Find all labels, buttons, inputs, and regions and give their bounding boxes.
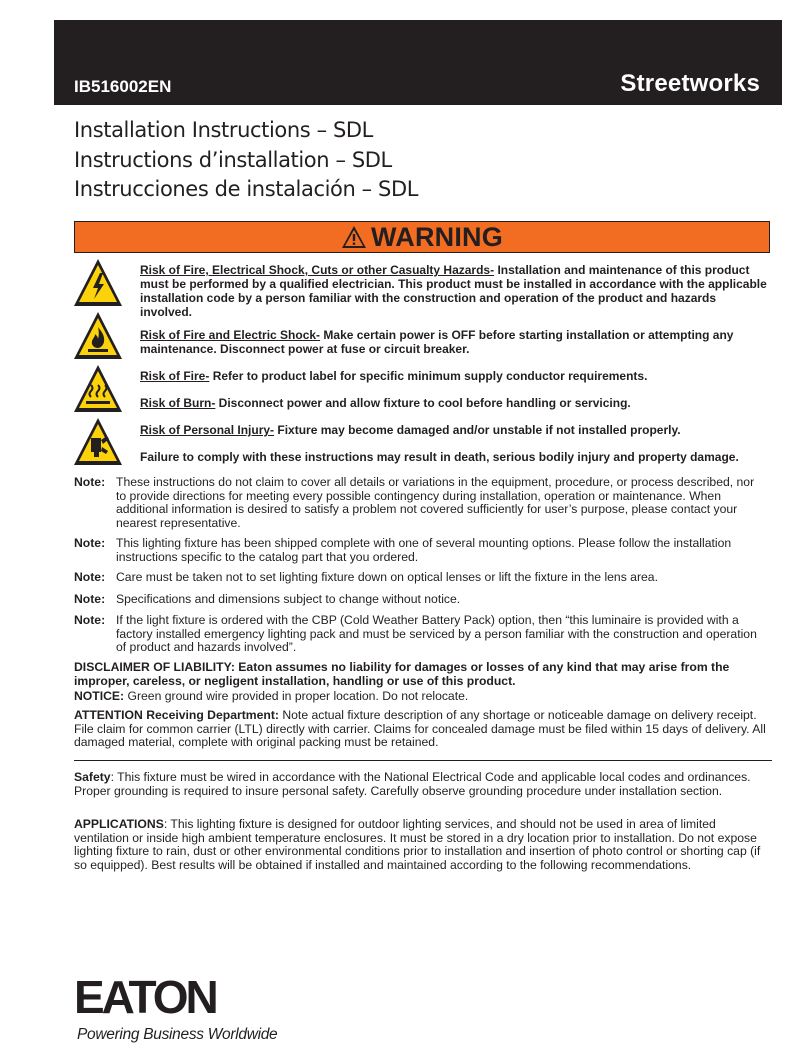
note-item (74, 537, 764, 564)
safety-text: : This fixture must be wired in accordance with the National Electrical Code and applicable local codes and ordinances. Proper grounding is required to insure personal safety. Carefully observe grounding procedure under installation section. (74, 770, 751, 798)
hazard-title: Risk of Burn- (140, 396, 216, 410)
notice-label: NOTICE: (74, 689, 125, 703)
hazard-item (140, 369, 768, 383)
tagline: Powering Business Worldwide (77, 1026, 278, 1043)
notes-list (74, 593, 764, 607)
hazard-title: Risk of Fire and Electric Shock- (140, 328, 321, 342)
applications-text: : This lighting fixture is designed for outdoor lighting services, and should not be used in area of limited ventilation or inside high ambient temperature enclosures. It must be stored in a dry location prior to installation. Do not expose lighting fixture to rain, dust or other environmental conditions prior to installation and insertion of photo control or shorting cap (if so equipped). Best results will be obtained if installed and maintained according to the following recommendations. (74, 817, 761, 873)
safety-paragraph (74, 771, 772, 798)
hazard-item (140, 263, 768, 319)
failure-warning: Failure to comply with these instructions may result in death, serious bodily injury and property damage. (140, 450, 739, 464)
note-item (74, 571, 764, 585)
hazard-item (140, 423, 768, 437)
warning-triangle-icon (341, 225, 367, 249)
notes-list (74, 614, 764, 655)
hazard-item (140, 396, 768, 410)
hazard-title: Risk of Personal Injury- (140, 423, 275, 437)
hazard-text: Fixture may become damaged and/or unstable if not installed properly. (274, 423, 681, 437)
note-text: If the light fixture is ordered with the CBP (Cold Weather Battery Pack) option, then “this luminaire is provided with a factory installed emergency lighting pack and must be serviced by a person familiar with the construction and operation of product and hazards involved”. (116, 613, 757, 655)
notes-list (74, 476, 764, 531)
hazard-text: Disconnect power and allow fixture to cool before handling or servicing. (215, 396, 631, 410)
title-spanish: Instrucciones de instalación – SDL (74, 177, 419, 201)
safety-label: Safety (74, 770, 111, 784)
attention-label: ATTENTION Receiving Department: (74, 708, 279, 722)
hazard-text: Installation and maintenance of this product must be performed by a qualified electrician. This product must be installed in accordance with the applicable installation code by a person familiar with the construction and operation of the product and hazards involved. (140, 263, 767, 319)
hazard-title: Risk of Fire- (140, 369, 210, 383)
eaton-logo-text: EATON (74, 976, 216, 1018)
hazard-text: Refer to product label for specific minimum supply conductor requirements. (209, 369, 648, 383)
document-code: IB516002EN (74, 77, 172, 96)
attention-receiving (74, 709, 772, 750)
warning-banner (74, 221, 770, 253)
title-french: Instructions d’installation – SDL (74, 147, 392, 172)
note-label: Note: (74, 570, 106, 584)
note-label: Note: (74, 613, 106, 627)
notice (74, 690, 772, 704)
personal-injury-hazard-icon (72, 416, 124, 468)
applications-label: APPLICATIONS (74, 817, 164, 831)
note-text: This lighting fixture has been shipped complete with one of several mounting options. Please follow the installation instructions specific to the catalog part that you ordered. (116, 536, 732, 564)
electric-shock-hazard-icon (72, 257, 124, 309)
hazard-item (140, 328, 768, 356)
note-text: Care must be taken not to set lighting fixture down on optical lenses or lift the fixture in the lens area. (116, 570, 658, 584)
warning-label: WARNING (371, 221, 503, 252)
title-english: Installation Instructions – SDL (74, 118, 373, 142)
note-text: These instructions do not claim to cover all details or variations in the equipment, procedure, or process described, nor to provide directions for meeting every possible contingency during installation, operation or maintenance. When additional information is desired to satisfy a problem not covered sufficiently for user’s purpose, please contact your nearest representative. (116, 475, 755, 531)
title-block (74, 116, 418, 205)
note-label: Note: (74, 475, 106, 489)
note-item (74, 593, 764, 607)
note-item (74, 614, 764, 655)
notes-list (74, 571, 764, 585)
note-label: Note: (74, 592, 106, 606)
note-text: Specifications and dimensions subject to change without notice. (116, 592, 461, 606)
note-item (74, 476, 764, 531)
note-label: Note: (74, 536, 106, 550)
eaton-logo (74, 976, 226, 1018)
fire-hazard-icon (72, 310, 124, 362)
brand-name: Streetworks (620, 70, 760, 97)
divider (74, 760, 772, 761)
attention-text: Note actual fixture description of any shortage or noticeable damage on delivery receipt. File claim for common carrier (LTL) directly with carrier. Claims for concealed damage must be filed within 15 days of delivery. All damaged material, complete with original packing must be retained. (74, 708, 766, 750)
disclaimer: DISCLAIMER OF LIABILITY: Eaton assumes no liability for damages or losses of any kind that may arise from the improper, careless, or negligent installation, handling or use of this product. (74, 660, 730, 688)
applications-paragraph (74, 818, 772, 873)
hazard-title: Risk of Fire, Electrical Shock, Cuts or other Casualty Hazards- (140, 263, 495, 277)
notice-text: Green ground wire provided in proper location. Do not relocate. (124, 689, 469, 703)
hot-surface-hazard-icon (72, 363, 124, 415)
notes-list (74, 537, 764, 564)
hazard-text: Make certain power is OFF before starting installation or attempting any maintenance. Disconnect power at fuse or circuit breaker. (140, 328, 734, 356)
